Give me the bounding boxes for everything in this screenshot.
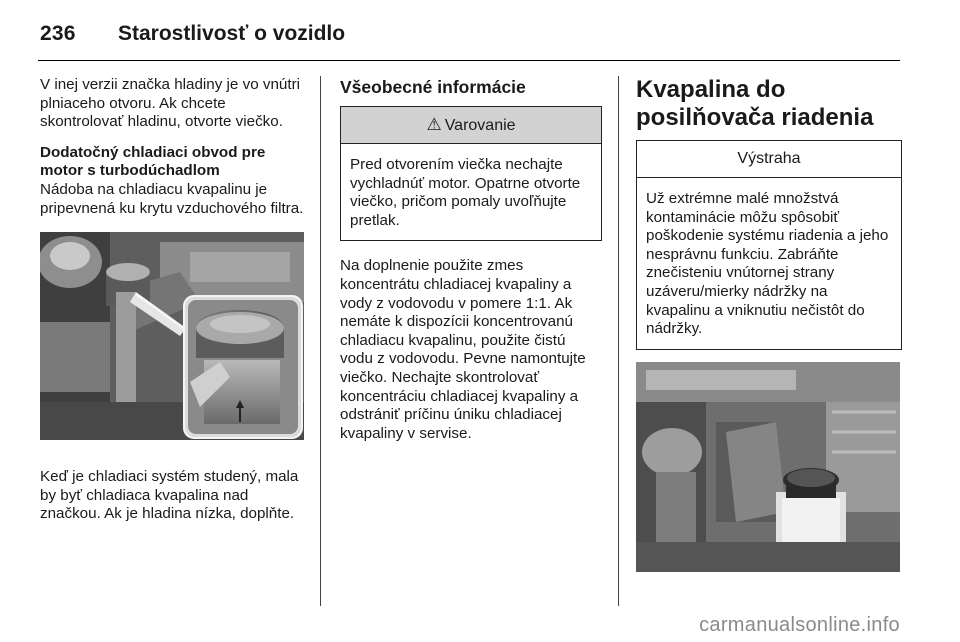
column-middle (340, 76, 602, 443)
caution-label: Výstraha (737, 150, 801, 167)
watermark-text: carmanualsonline.info (699, 614, 900, 636)
warning-label: Varovanie (444, 117, 516, 134)
intro-paragraph: V inej verzii značka hladiny je vo vnútri plniaceho otvoru. Ak chcete skontrolovať hladinu, otvorte viečko. (40, 76, 300, 131)
warning-header (341, 107, 601, 144)
column-right (636, 76, 902, 572)
caution-header (637, 141, 901, 178)
coolant-reservoir-illustration (40, 232, 304, 440)
warning-text: Pred otvorením viečka nechajte vychladnúť motor. Opatrne otvorte viečko, pričom pomaly uvoľňujte pretlak. (350, 156, 581, 229)
refill-instructions: Na doplnenie použite zmes koncentrátu chladiacej kvapaliny a vody z vodovodu v pomere 1:1. Ak nemáte k dispozícii koncentrovanú chladiacu kvapalinu, použite čistú vodu z vodovodu. Pevne namontujte viečko. Nechajte skontrolovať koncentráciu chladiacej kvapaliny a odstrániť príčinu úniku chladiacej kvapaliny v servise. (340, 257, 586, 442)
coolant-reservoir-photo (40, 232, 304, 440)
reservoir-location-text: Nádoba na chladiacu kvapalinu je pripevnená ku krytu vzduchového filtra. (40, 180, 304, 217)
power-steering-reservoir-photo (636, 362, 900, 572)
page-number: 236 (40, 22, 76, 45)
power-steering-illustration (636, 362, 900, 572)
section-heading-general: Všeobecné informácie (340, 77, 526, 97)
caution-box (636, 140, 902, 350)
warning-box (340, 106, 602, 241)
column-divider (320, 76, 321, 606)
caution-text: Už extrémne malé množstvá kontaminácie môžu spôsobiť poškodenie systému riadenia a jeho nesprávnu funkciu. Zabráňte znečisteniu vnútornej strany uzáveru/mierky nádržky na kvapalinu a vniknutiu nečistôt do nádržky. (646, 190, 889, 338)
page-title: Starostlivosť o vozidlo (118, 22, 346, 45)
section-heading-power-steering: Kvapalina do posilňovača riadenia (636, 76, 874, 131)
subheading-turbo-circuit: Dodatočný chladiaci obvod pre motor s turbodúchadlom (40, 143, 266, 180)
column-divider (618, 76, 619, 606)
column-left (40, 76, 306, 524)
page-header (38, 16, 900, 61)
coolant-level-text: Keď je chladiaci systém studený, mala by byť chladiaca kvapalina nad značkou. Ak je hladina nízka, doplňte. (40, 468, 299, 523)
warning-triangle-icon: ⚠ (426, 115, 442, 134)
